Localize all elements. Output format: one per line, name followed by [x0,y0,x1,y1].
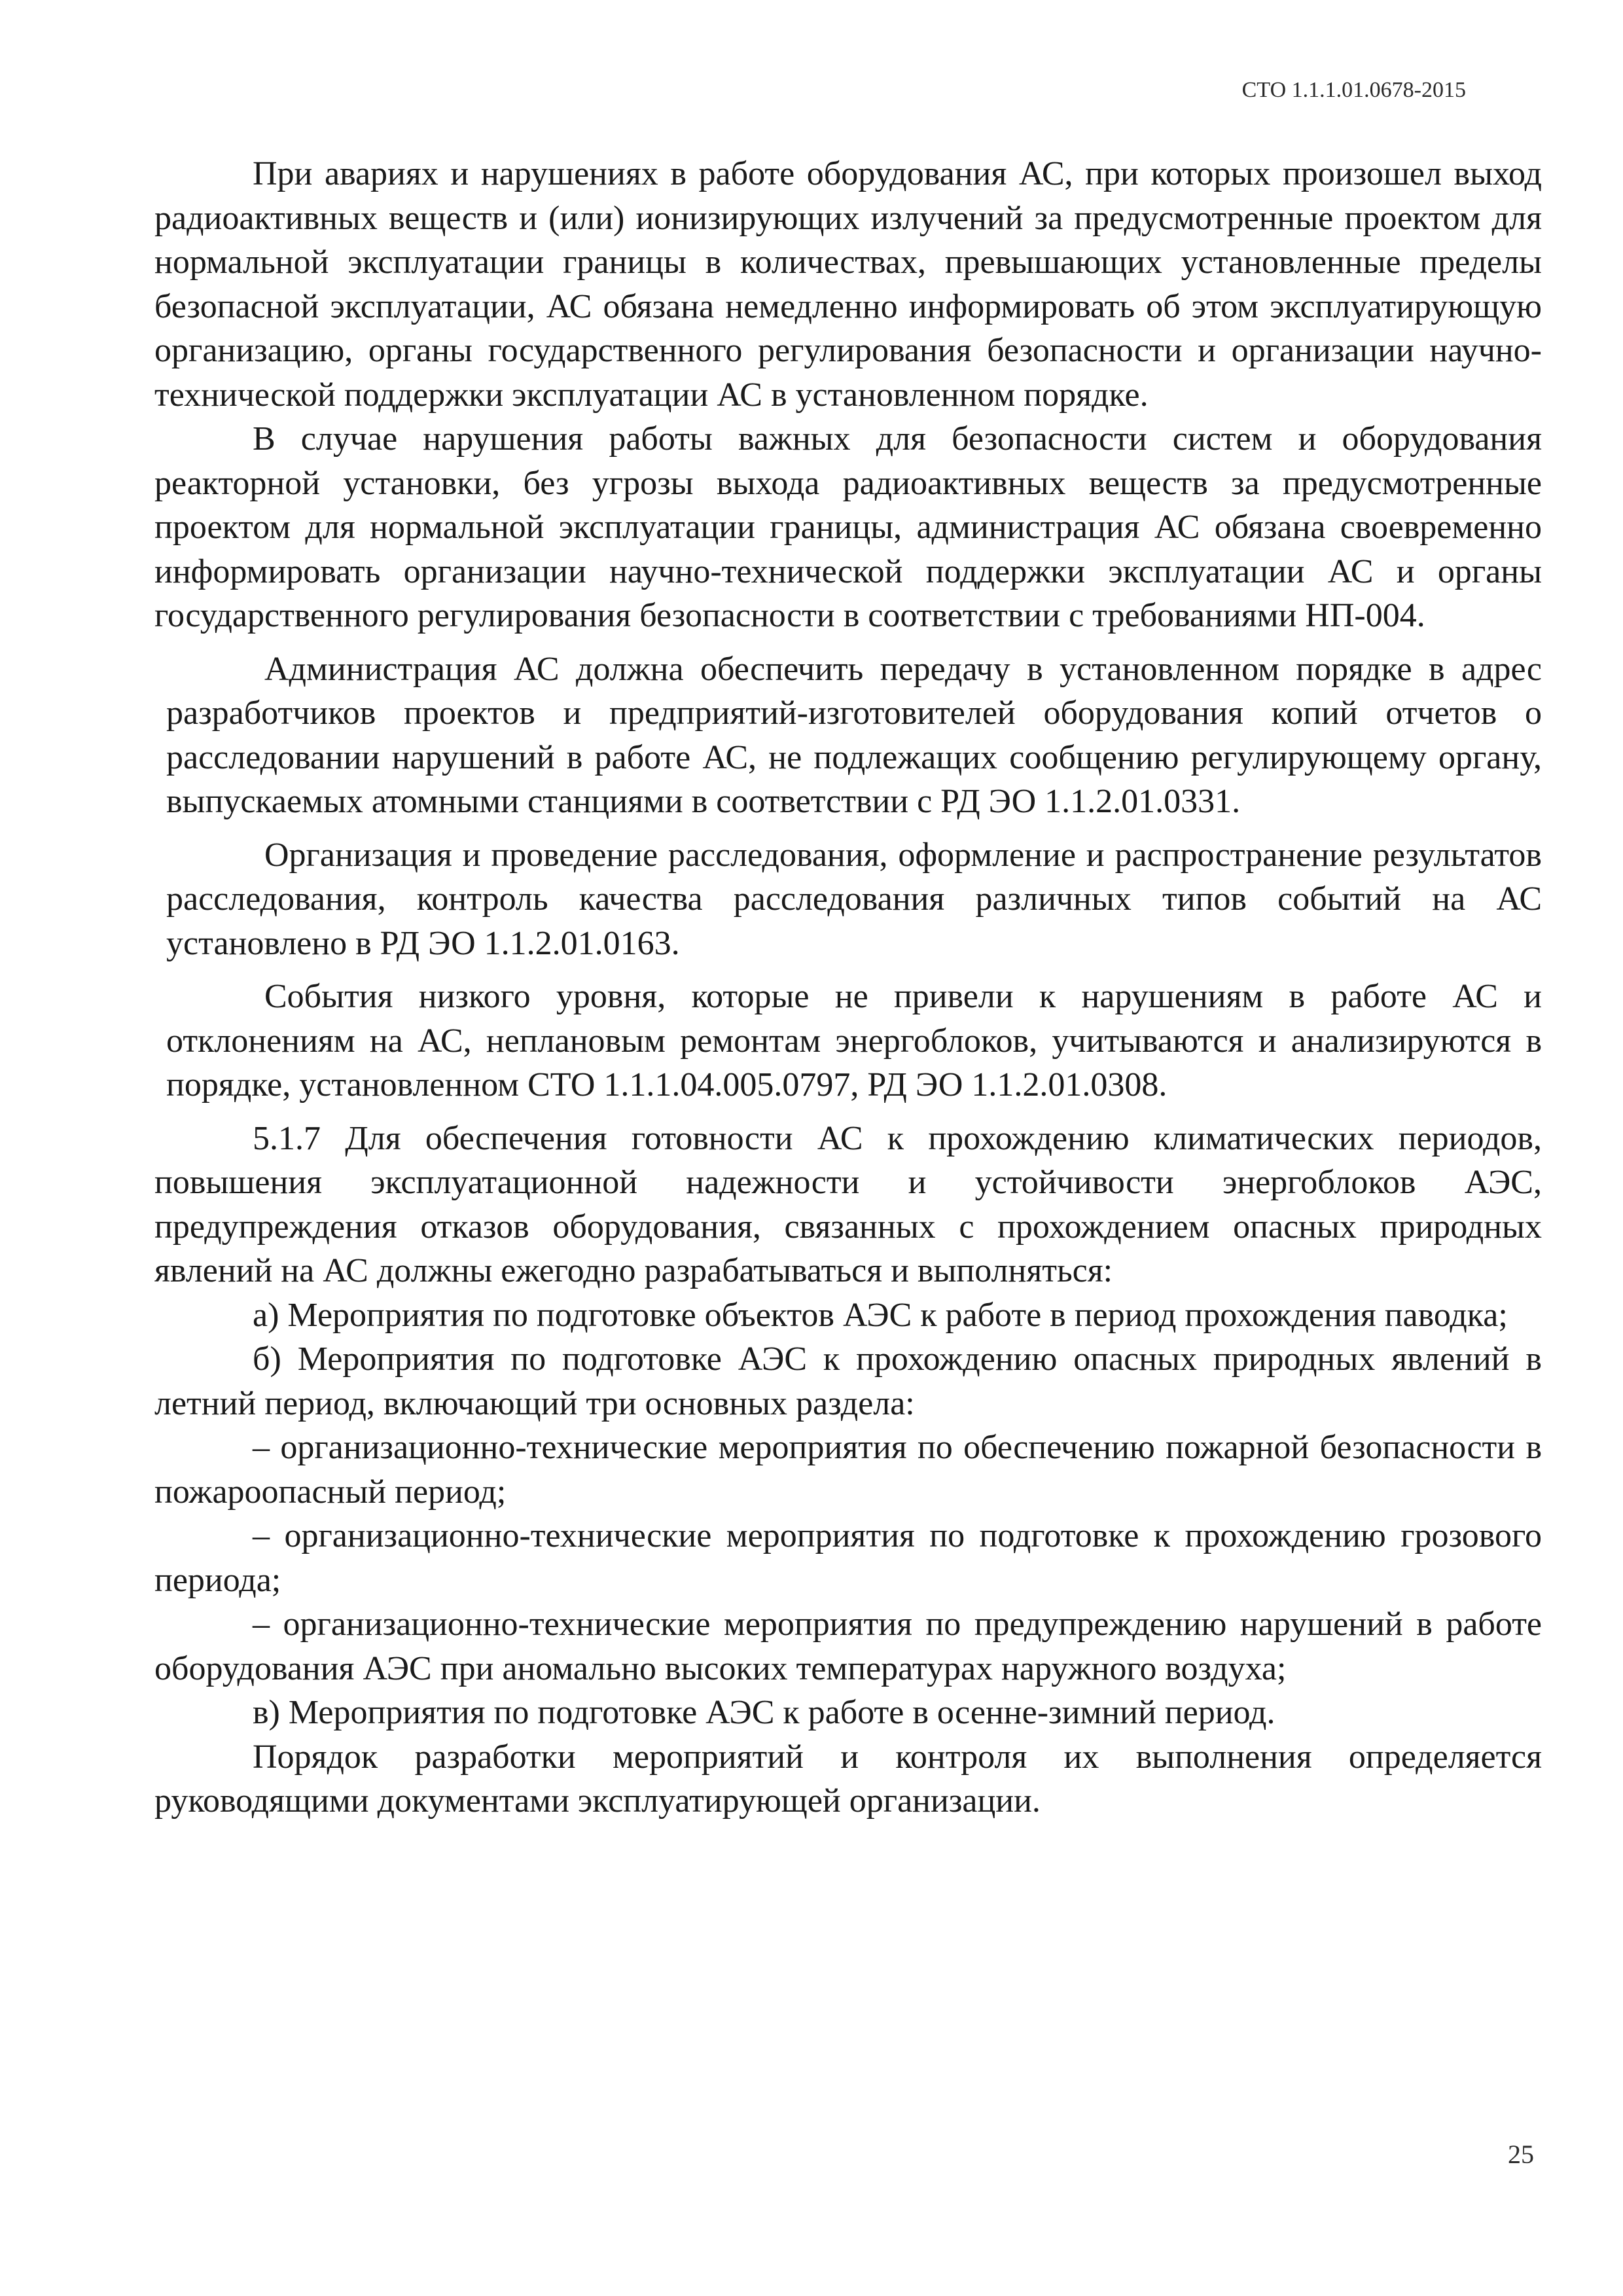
list-subitem-fire-safety: – организационно-технические мероприятия по обеспечению пожарной безопасности в пожароопасный период; [154,1429,1542,1511]
paragraph-safety-systems-violation: В случае нарушения работы важных для безопасности систем и оборудования реакторной установки, без угрозы выхода радиоактивных веществ за предусмотренные проектом для нормальной эксплуатации границы, администрация АС обязана своевременно информировать организации научно-технической поддержки эксплуатации АС и органы государственного регулирования безопасности в соответствии с требованиями НП-004. [154,420,1542,634]
paragraph-investigation-reports: Администрация АС должна обеспечить передачу в установленном порядке в адрес разработчиков проектов и предприятий-изготовителей оборудования копий отчетов о расследовании нарушений в работе АС, не подлежащих сообщению регулирующему органу, выпускаемых атомными станциями в соответствии с РД ЭО 1.1.2.01.0331. [166,650,1542,820]
list-subitem-thunderstorm: – организационно-технические мероприятия по подготовке к прохождению грозового периода; [154,1517,1542,1599]
list-item-v-autumn-winter: в) Мероприятия по подготовке АЭС к работе в осенне-зимний период. [253,1694,1275,1731]
paragraph-accident-reporting: При авариях и нарушениях в работе оборудования АС, при которых произошел выход радиоактивных веществ и (или) ионизирующих излучений за предусмотренные проектом для нормальной эксплуатации границы в количествах, превышающих установленные пределы безопасной эксплуатации, АС обязана немедленно информировать об этом эксплуатирующую организацию, органы государственного регулирования безопасности и организации научно-технической поддержки эксплуатации АС в установленном порядке. [154,155,1542,414]
list-item-b-summer: б) Мероприятия по подготовке АЭС к прохождению опасных природных явлений в летний период, включающий три основных раздела: [154,1340,1542,1422]
document-code-header: СТО 1.1.1.01.0678-2015 [1241,78,1466,102]
paragraph-procedure: Порядок разработки мероприятий и контроля их выполнения определяется руководящими документами эксплуатирующей организации. [154,1738,1542,1820]
page-content [154,152,1542,1823]
paragraph-section-5-1-7: 5.1.7 Для обеспечения готовности АС к прохождению климатических периодов, повышения эксплуатационной надежности и устойчивости энергоблоков АЭС, предупреждения отказов оборудования, связанных с прохождением опасных природных явлений на АС должны ежегодно разрабатываться и выполняться: [154,1119,1542,1289]
list-subitem-high-temperature: – организационно-технические мероприятия по предупреждению нарушений в работе оборудования АЭС при аномально высоких температурах наружного воздуха; [154,1605,1542,1687]
list-item-a-flood: а) Мероприятия по подготовке объектов АЭС к работе в период прохождения паводка; [253,1296,1508,1334]
page-number: 25 [1508,2140,1534,2169]
paragraph-low-level-events: События низкого уровня, которые не привели к нарушениям в работе АС и отклонениям на АС, неплановым ремонтам энергоблоков, учитываются и анализируются в порядке, установленном СТО 1.1.1.04.005.0797, РД ЭО 1.1.2.01.0308. [166,978,1542,1103]
paragraph-investigation-organization: Организация и проведение расследования, оформление и распространение результатов расследования, контроль качества расследования различных типов событий на АС установлено в РД ЭО 1.1.2.01.0163. [166,836,1542,962]
